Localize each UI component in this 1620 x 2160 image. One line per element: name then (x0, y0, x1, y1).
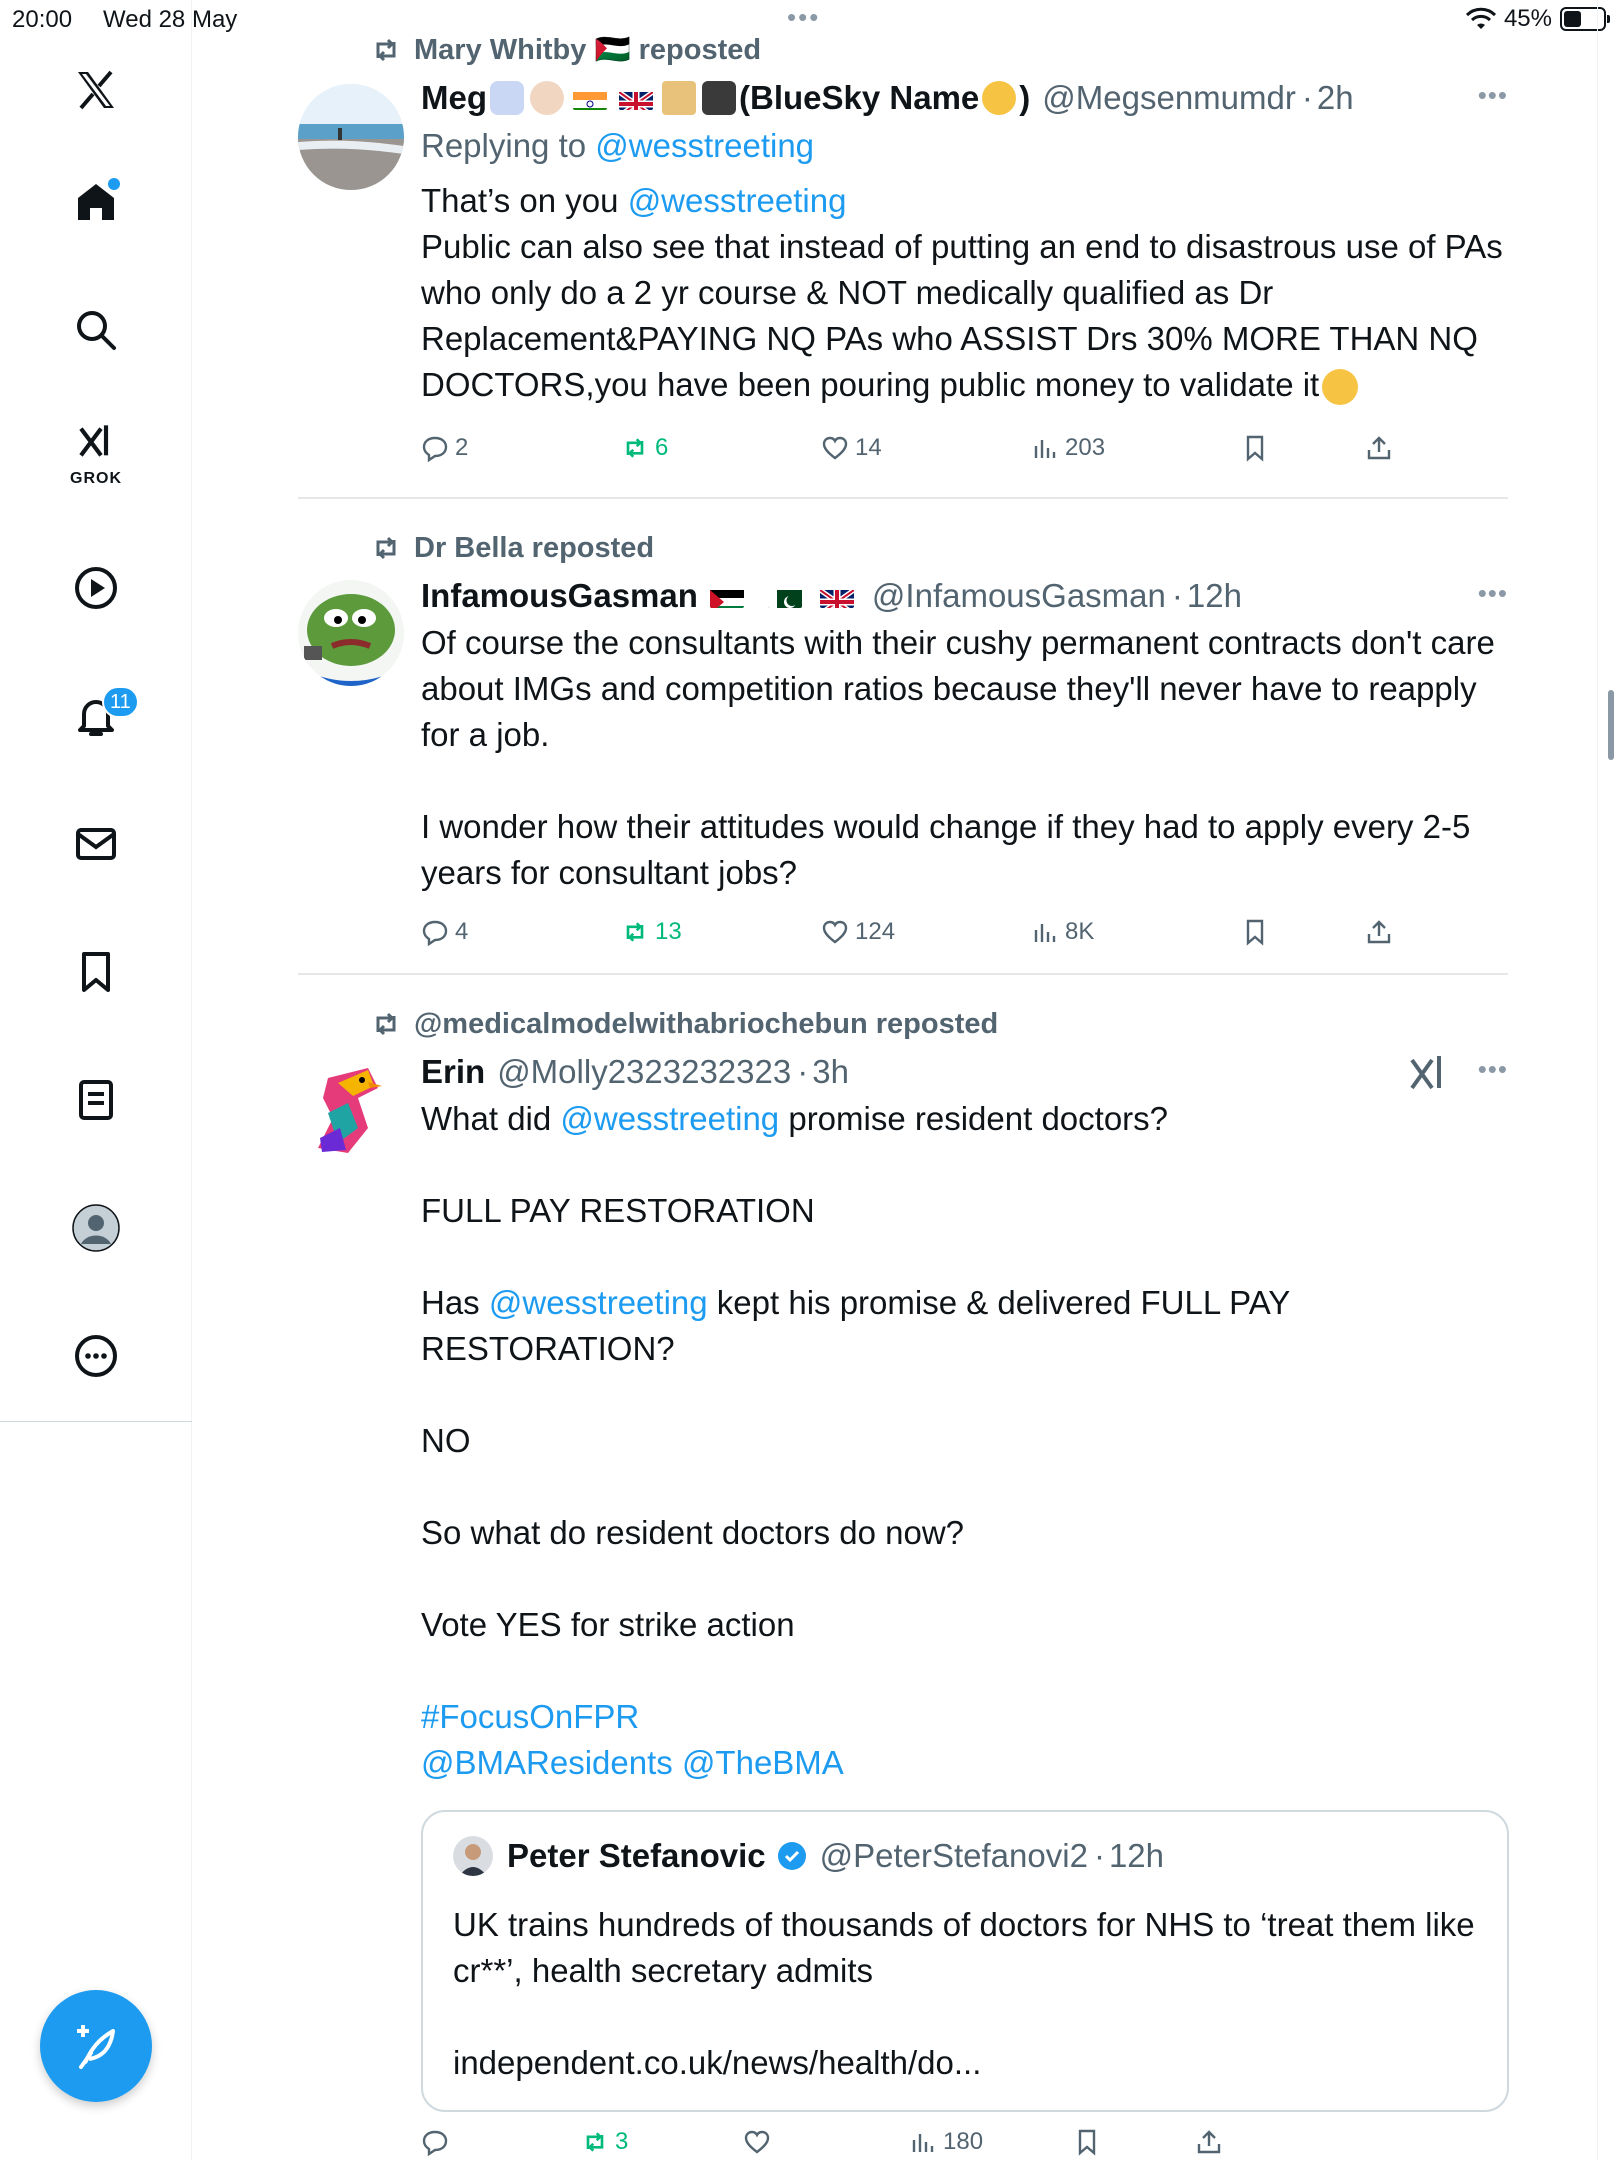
play-icon (72, 564, 120, 612)
reply-icon (421, 2128, 449, 2156)
sidebar-item-home[interactable] (66, 172, 126, 232)
repost-icon (621, 434, 649, 462)
repost-icon (621, 918, 649, 946)
post-divider (298, 497, 1508, 499)
share-button[interactable] (1365, 918, 1393, 946)
post-time: 12h (1108, 1837, 1164, 1874)
uk-flag-icon (820, 584, 854, 608)
post-actions (421, 434, 1381, 474)
repost-button[interactable] (581, 2128, 628, 2156)
battery-percent: 45% (1503, 5, 1552, 32)
author-handle[interactable]: @Molly2323232323 (497, 1053, 792, 1090)
avatar[interactable] (298, 84, 404, 190)
reply-icon (421, 434, 449, 462)
doctor-emoji-icon (530, 81, 564, 115)
repost-count: 6 (655, 434, 669, 461)
cricket-emoji-icon (662, 81, 696, 115)
dot-separator: · (1171, 577, 1183, 614)
sidebar-item-notifications[interactable] (66, 686, 131, 746)
family-emoji-icon (490, 81, 524, 115)
avatar (453, 1836, 493, 1876)
home-unread-dot (108, 178, 120, 190)
post-text (421, 1096, 1508, 1786)
mention-link[interactable]: @TheBMA (681, 1744, 844, 1781)
hashtag-link[interactable]: #FocusOnFPR (421, 1698, 640, 1735)
sidebar-item-messages[interactable] (66, 814, 126, 874)
views-icon (909, 2128, 937, 2156)
verified-badge-icon (776, 1840, 808, 1872)
share-button[interactable] (1365, 434, 1393, 462)
views-button[interactable] (909, 2128, 983, 2156)
sidebar-item-video[interactable] (66, 558, 126, 618)
avatar[interactable] (298, 580, 404, 686)
repost-icon (581, 2128, 609, 2156)
post-actions (421, 2128, 1381, 2160)
more-options-icon[interactable]: ••• (1477, 578, 1508, 608)
reply-button[interactable] (421, 2128, 455, 2156)
compose-post-button[interactable] (40, 1990, 152, 2102)
repost-label: @medicalmodelwithabriochebun reposted (414, 1007, 999, 1040)
author-name-end: ) (1019, 79, 1031, 116)
mention-link[interactable]: @wesstreeting (627, 182, 847, 219)
quote-text (453, 1902, 1477, 2086)
india-flag-icon (573, 86, 607, 110)
text-prefix: That’s on you (421, 182, 628, 219)
pakistan-flag-icon (768, 584, 802, 608)
repost-context (370, 528, 654, 568)
point-down-emoji-icon (982, 81, 1016, 115)
quote-body: UK trains hundreds of thousands of doctors for NHS to ‘treat them like cr**’, health secretary admits (453, 1906, 1475, 1989)
quote-header (453, 1836, 1164, 1876)
repost-count: 3 (615, 2128, 629, 2155)
like-button[interactable] (821, 918, 895, 946)
post[interactable] (298, 30, 1508, 470)
post-time[interactable]: 12h (1186, 577, 1242, 614)
author-name: Peter Stefanovic (507, 1837, 766, 1874)
author-handle: @PeterStefanovi2 (819, 1837, 1088, 1874)
search-icon (72, 306, 120, 354)
author-handle[interactable]: @InfamousGasman (871, 577, 1166, 614)
author-handle[interactable]: @Megsenmumdr (1042, 79, 1296, 116)
like-count: 14 (855, 434, 882, 461)
reply-prefix: Replying to (421, 127, 596, 164)
sidebar-divider (0, 1421, 192, 1422)
post-time[interactable]: 2h (1316, 79, 1354, 116)
eye-roll-emoji-icon (1322, 369, 1358, 405)
mention-link[interactable]: @wesstreeting (560, 1100, 780, 1137)
quoted-post[interactable] (421, 1810, 1509, 2112)
repost-icon (370, 1008, 402, 1040)
status-date: Wed 28 May (103, 6, 238, 33)
repost-label: Mary Whitby 🇵🇸 reposted (414, 34, 762, 66)
text-paragraph: So what do resident doctors do now? (421, 1514, 965, 1551)
text-body: Public can also see that instead of putting an end to disastrous use of PAs who only do a 2 yr course & NOT medically qualified as Dr Replacement&PAYING NQ PAs who ASSIST Drs 30% MORE THAN NQ DOCTORS,you have been pouring public money to validate it (421, 228, 1503, 403)
multitasking-dots-icon[interactable]: ••• (787, 2, 821, 32)
post-text (421, 620, 1508, 896)
author-name-suffix: (BlueSky Name (739, 79, 980, 116)
author-name[interactable]: Meg (421, 79, 487, 116)
views-button[interactable] (1031, 434, 1105, 462)
share-icon (1365, 434, 1393, 462)
more-circle-icon (72, 1332, 120, 1380)
sidebar-item-lists[interactable] (66, 1070, 126, 1130)
feather-plus-icon (69, 2019, 123, 2073)
bookmark-icon (1241, 918, 1269, 946)
views-icon (1031, 434, 1059, 462)
text-segment: What did (421, 1100, 561, 1137)
heart-icon (821, 434, 849, 462)
mention-link[interactable]: @BMAResidents (421, 1744, 673, 1781)
post[interactable] (298, 528, 1508, 968)
quote-link[interactable]: independent.co.uk/news/health/do... (453, 2044, 982, 2081)
replying-to (421, 122, 1508, 170)
grok-icon[interactable] (1408, 1052, 1448, 1092)
x-logo-icon[interactable] (66, 60, 126, 120)
heart-icon (743, 2128, 771, 2156)
bookmark-icon (1241, 434, 1269, 462)
mail-icon (72, 820, 120, 868)
like-button[interactable] (821, 434, 882, 462)
post-text (421, 178, 1508, 408)
author-line (421, 1048, 1508, 1096)
text-paragraph: I wonder how their attitudes would change if they had to apply every 2-5 years for consultant jobs? (421, 808, 1471, 891)
text-paragraph: Vote YES for strike action (421, 1606, 795, 1643)
view-count: 8K (1065, 918, 1095, 945)
mention-link[interactable]: @wesstreeting (488, 1284, 708, 1321)
avatar (72, 1204, 120, 1252)
like-button[interactable] (743, 2128, 777, 2156)
like-count: 124 (855, 918, 896, 945)
bookmark-button[interactable] (1241, 918, 1269, 946)
heart-icon (821, 918, 849, 946)
status-time: 20:00 (12, 6, 73, 33)
text-paragraph: Of course the consultants with their cushy permanent contracts don't care about IMGs and competition ratios because they'll never have to reapply for a job. (421, 624, 1495, 753)
text-paragraph: FULL PAY RESTORATION (421, 1192, 815, 1229)
sidebar-item-more[interactable] (66, 1326, 126, 1386)
sidebar-item-profile[interactable] (66, 1198, 126, 1258)
grok-icon (72, 422, 120, 462)
author-line (421, 572, 1508, 620)
view-count: 180 (943, 2128, 984, 2155)
repost-label: Dr Bella reposted (414, 531, 655, 564)
repost-icon (370, 532, 402, 564)
author-name[interactable]: InfamousGasman (421, 577, 698, 614)
share-icon (1365, 918, 1393, 946)
post-time[interactable]: 3h (812, 1053, 849, 1090)
palestine-flag-icon (710, 584, 744, 608)
reply-count: 2 (455, 434, 469, 461)
sidebar-item-bookmarks[interactable] (66, 942, 126, 1002)
grok-label: GROK (70, 470, 122, 487)
scrollbar[interactable] (1608, 690, 1614, 760)
author-name[interactable]: Erin (421, 1053, 486, 1090)
post-divider (298, 973, 1508, 975)
dot-separator: · (1301, 79, 1313, 116)
list-icon (72, 1076, 120, 1124)
post-actions (421, 918, 1381, 958)
sidebar-item-grok[interactable] (66, 420, 126, 487)
mention-link[interactable]: @wesstreeting (595, 127, 815, 164)
post[interactable] (298, 1004, 1508, 2160)
more-options-icon[interactable]: ••• (1477, 80, 1508, 110)
repost-button[interactable] (621, 434, 668, 462)
avatar[interactable] (298, 1058, 404, 1164)
views-icon (1031, 918, 1059, 946)
dot-separator: · (797, 1053, 809, 1090)
reply-button[interactable] (421, 918, 468, 946)
author-line (421, 74, 1508, 122)
text-segment: Has (421, 1284, 489, 1321)
camera-emoji-icon (702, 81, 736, 115)
sidebar-item-search[interactable] (66, 300, 126, 360)
text-segment: promise resident doctors? (779, 1100, 1169, 1137)
view-count: 203 (1065, 434, 1106, 461)
bookmark-button[interactable] (1073, 2128, 1101, 2156)
share-button[interactable] (1195, 2128, 1223, 2156)
more-options-icon[interactable]: ••• (1477, 1054, 1508, 1084)
bookmark-button[interactable] (1241, 434, 1269, 462)
uk-flag-icon (619, 86, 653, 110)
repost-button[interactable] (621, 918, 682, 946)
bookmark-icon (72, 948, 120, 996)
notification-badge: 11 (102, 686, 139, 718)
reply-count: 4 (455, 918, 469, 945)
repost-count: 13 (655, 918, 682, 945)
repost-context (370, 30, 761, 70)
text-segment: kept his promise & delivered FULL PAY RESTORATION? (421, 1284, 1290, 1367)
repost-context (370, 1004, 998, 1044)
reply-icon (421, 918, 449, 946)
dot-separator: · (1093, 1837, 1105, 1874)
text-paragraph: NO (421, 1422, 471, 1459)
bookmark-icon (1073, 2128, 1101, 2156)
sidebar (0, 0, 192, 2160)
repost-icon (370, 34, 402, 66)
views-button[interactable] (1031, 918, 1094, 946)
share-icon (1195, 2128, 1223, 2156)
reply-button[interactable] (421, 434, 468, 462)
timeline-feed (193, 0, 1598, 2160)
